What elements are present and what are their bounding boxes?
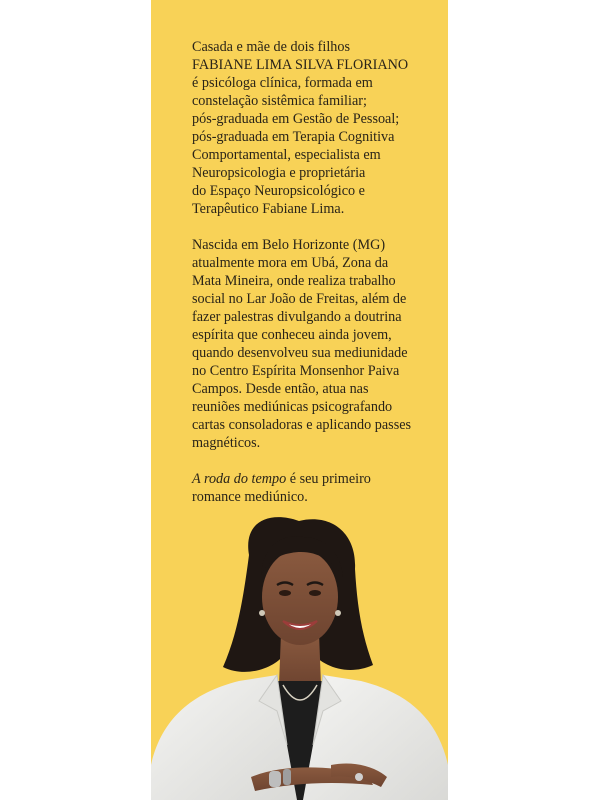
author-bio bbox=[192, 38, 440, 524]
bio-line: romance mediúnico. bbox=[192, 489, 308, 505]
bio-line: quando desenvolveu sua mediunidade bbox=[192, 345, 408, 361]
bio-line: constelação sistêmica familiar; bbox=[192, 93, 367, 109]
author-name: FABIANE LIMA SILVA FLORIANO bbox=[192, 57, 409, 73]
bio-line: espírita que conheceu ainda jovem, bbox=[192, 327, 392, 343]
bio-line: fazer palestras divulgando a doutrina bbox=[192, 309, 402, 325]
bio-line bbox=[192, 470, 440, 488]
bio-line: é psicóloga clínica, formada em bbox=[192, 75, 373, 91]
bio-line: social no Lar João de Freitas, além de bbox=[192, 291, 407, 307]
bio-line: Campos. Desde então, atua nas bbox=[192, 381, 369, 397]
bio-line: atualmente mora em Ubá, Zona da bbox=[192, 255, 389, 271]
bio-line: Nascida em Belo Horizonte (MG) bbox=[192, 237, 386, 253]
bio-paragraph-2 bbox=[192, 236, 440, 452]
bio-line: reuniões mediúnicas psicografando bbox=[192, 399, 393, 415]
bio-paragraph-3 bbox=[192, 470, 440, 506]
bio-line: Terapêutico Fabiane Lima. bbox=[192, 201, 345, 217]
bio-line: pós-graduada em Gestão de Pessoal; bbox=[192, 111, 400, 127]
bio-line: do Espaço Neuropsicológico e bbox=[192, 183, 365, 199]
bio-line: Neuropsicologia e proprietária bbox=[192, 165, 366, 181]
author-photo bbox=[151, 515, 448, 800]
book-flap bbox=[151, 0, 448, 800]
bio-line: no Centro Espírita Monsenhor Paiva bbox=[192, 363, 400, 379]
book-title: A roda do tempo bbox=[192, 471, 287, 487]
bio-line-rest: é seu primeiro bbox=[286, 471, 371, 487]
bio-line: Comportamental, especialista em bbox=[192, 147, 381, 163]
bio-line: cartas consoladoras e aplicando passes bbox=[192, 417, 412, 433]
bio-line: pós-graduada em Terapia Cognitiva bbox=[192, 129, 395, 145]
bio-line: Casada e mãe de dois filhos bbox=[192, 39, 350, 55]
bio-paragraph-1 bbox=[192, 38, 440, 218]
bio-line: Mata Mineira, onde realiza trabalho bbox=[192, 273, 396, 289]
bio-line: magnéticos. bbox=[192, 435, 261, 451]
